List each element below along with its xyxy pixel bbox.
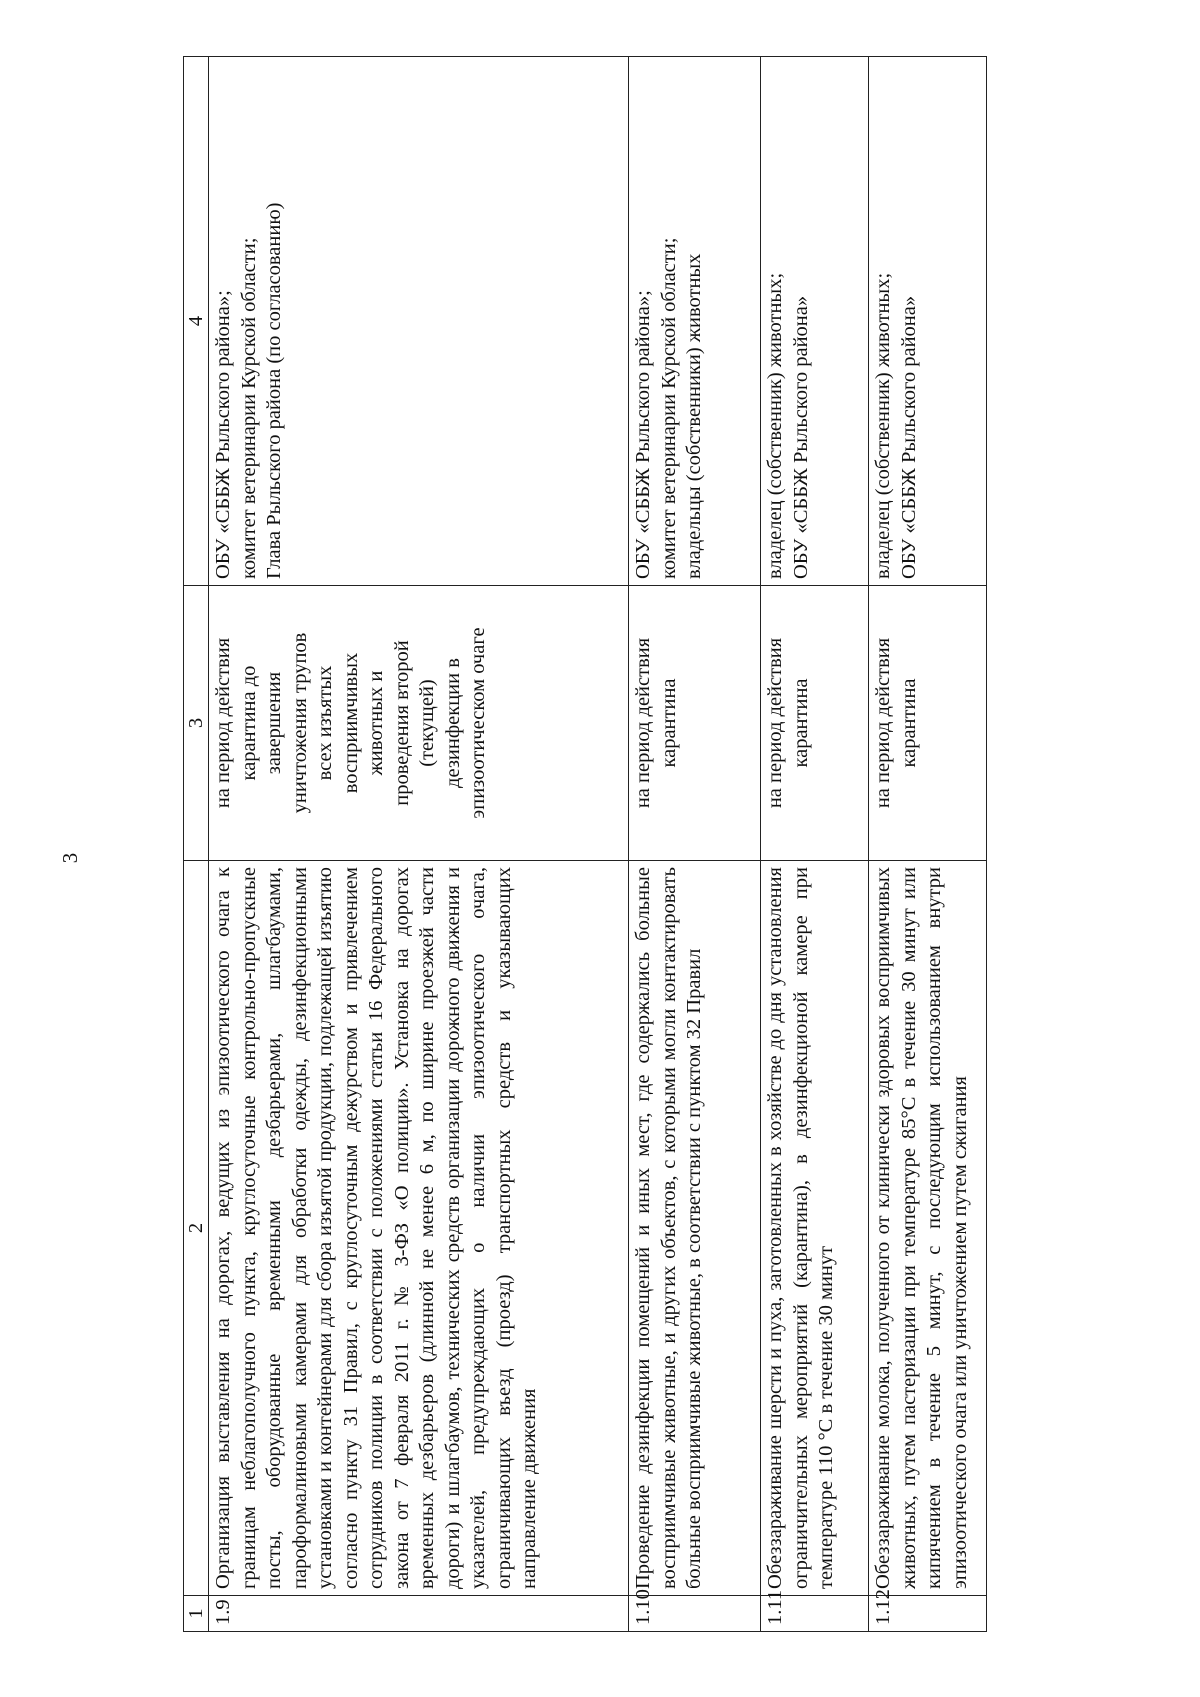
term-line: дезинфекции в: [441, 658, 464, 788]
row-number: 1.12: [869, 1596, 987, 1632]
responsible-line: ОБУ «СББЖ Рыльского района»;: [212, 290, 234, 579]
responsible-line: владелец (собственник) животных;: [872, 272, 894, 579]
responsible-line: владельцы (собственники) животных: [683, 253, 705, 579]
term-line: карантина: [897, 678, 920, 768]
row-description: Организация выставления на дорогах, ведущих из эпизоотического очага к границам неблагополучного пункта, круглосуточные контрольно-пропускные посты, оборудованные временными дезбарьерами, шлагбаумами, пароформалиновыми камерами для обработки одежды, дезинфекционными установками и контейнерами для сбора изъятой продукции, подлежащей изъятию согласно пункту 31 Правил, с круглосуточным дежурством и привлечением сотрудников полиции в соответствии с положениями статьи 16 Федерального закона от 7 февраля 2011 г. № 3-ФЗ «О полиции». Установка на дорогах временных дезбарьеров (длинной не менее 6 м, по ширине проезжей части дороги) и шлагбаумов, технических средств организации дорожного движения и указателей, предупреждающих о наличии эпизоотического очага, ограничивающих въезд (проезд) транспортных средств и указывающих направление движения: [209, 861, 629, 1596]
table-row: [629, 57, 761, 1632]
term-line: на период действия: [764, 637, 786, 809]
term-line: эпизоотическом очаге: [467, 627, 489, 819]
term-line: карантина до: [237, 665, 260, 781]
row-term: [629, 586, 761, 861]
term-line: уничтожения трупов: [288, 632, 311, 814]
header-col-1: 1: [184, 1596, 209, 1632]
term-line: (текущей): [416, 679, 438, 767]
responsible-line: комитет ветеринарии Курской области;: [657, 237, 680, 579]
page-number: 3: [58, 852, 82, 864]
header-col-3: 3: [184, 586, 209, 861]
row-number: 1.11: [761, 1596, 869, 1632]
responsible-line: Глава Рыльского района (по согласованию): [263, 202, 285, 579]
responsible-line: ОБУ «СББЖ Рыльского района»: [897, 295, 920, 579]
row-term: [869, 586, 987, 861]
term-line: карантина: [789, 678, 812, 768]
term-line: восприимчивых: [339, 652, 362, 794]
row-term: [761, 586, 869, 861]
term-line: всех изъятых: [314, 665, 336, 781]
row-responsible: [869, 57, 987, 586]
term-line: на период действия: [212, 637, 234, 809]
term-line: животных и: [365, 670, 387, 776]
row-description: Проведение дезинфекции помещений и иных мест, где содержались больные восприимчивые животные, и других объектов, с которыми могли контактировать больные восприимчивые животные, в соответствии с пунктом 32 Правил: [629, 861, 761, 1596]
table-row: [869, 57, 987, 1632]
rotated-table-container: [183, 57, 1083, 1632]
term-line: карантина: [657, 678, 680, 768]
measures-table: [183, 56, 987, 1632]
responsible-line: владелец (собственник) животных;: [764, 272, 786, 579]
responsible-line: ОБУ «СББЖ Рыльского района»: [789, 295, 812, 579]
row-term: [209, 586, 629, 861]
header-col-4: 4: [184, 57, 209, 586]
responsible-line: комитет ветеринарии Курской области;: [237, 237, 260, 579]
row-number: 1.10: [629, 1596, 761, 1632]
responsible-line: ОБУ «СББЖ Рыльского района»;: [632, 290, 654, 579]
term-line: завершения: [263, 671, 285, 775]
term-line: проведения второй: [390, 640, 413, 806]
table-row: [761, 57, 869, 1632]
header-row: [184, 57, 209, 1632]
row-responsible: [209, 57, 629, 586]
table-row: [209, 57, 629, 1632]
row-responsible: [629, 57, 761, 586]
row-description: Обеззараживание шерсти и пуха, заготовленных в хозяйстве до дня установления ограничительных мероприятий (карантина), в дезинфекционой камере при температуре 110 °С в течение 30 минут: [761, 861, 869, 1596]
row-responsible: [761, 57, 869, 586]
row-description: Обеззараживание молока, полученного от клинически здоровых восприимчивых животных, путем пастеризации при температуре 85°С в течение 30 минут или кипячением в течение 5 минут, с последующим использованием внутри эпизоотического очага или уничтожением путем сжигания: [869, 861, 987, 1596]
header-col-2: 2: [184, 861, 209, 1596]
term-line: на период действия: [872, 637, 894, 809]
term-line: на период действия: [632, 637, 654, 809]
row-number: 1.9: [209, 1596, 629, 1632]
